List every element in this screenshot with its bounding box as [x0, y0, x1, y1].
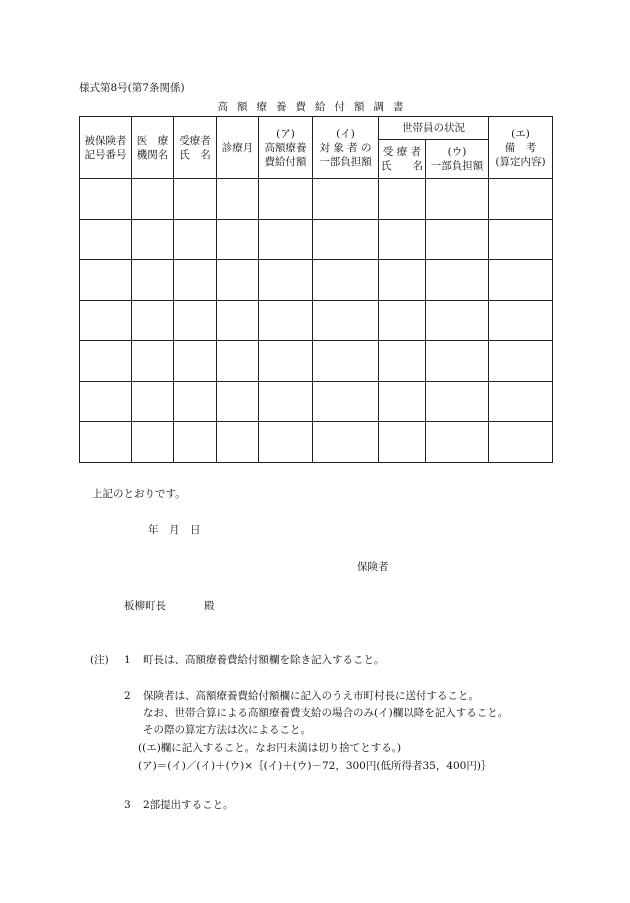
table-cell	[379, 260, 426, 301]
note-text: ((エ)欄に記入すること。なお円未満は切り捨てとする。)	[138, 742, 402, 754]
table-cell	[80, 219, 132, 260]
note-number: 1	[124, 654, 131, 666]
table-cell	[217, 341, 259, 382]
addressee-name: 板柳町長	[124, 600, 166, 612]
table-row	[80, 219, 553, 260]
table-row	[80, 381, 553, 422]
table-cell	[259, 381, 313, 422]
table-cell	[132, 179, 174, 220]
header-patient-name: 受療者 氏 名	[174, 117, 217, 179]
table-cell	[489, 381, 553, 422]
table-cell	[174, 341, 217, 382]
addressee	[124, 598, 215, 613]
table-cell	[379, 300, 426, 341]
table-cell	[259, 179, 313, 220]
table-cell	[259, 219, 313, 260]
header-household-patient-name: 受 療 者 氏 名	[379, 140, 426, 179]
table-cell	[489, 179, 553, 220]
table-cell	[80, 260, 132, 301]
table-cell	[313, 179, 379, 220]
table-cell	[426, 381, 489, 422]
table-cell	[379, 422, 426, 463]
table-cell	[132, 300, 174, 341]
honorific: 殿	[204, 600, 215, 612]
table-row	[80, 300, 553, 341]
header-medical-institution: 医 療 機関名	[132, 117, 174, 179]
benefit-table	[79, 116, 553, 463]
table-cell	[379, 219, 426, 260]
table-cell	[80, 381, 132, 422]
note-text: 2部提出すること。	[143, 799, 234, 811]
table-cell	[80, 179, 132, 220]
note-text: その際の算定方法は次によること。	[143, 724, 311, 736]
note-number: 2	[124, 690, 131, 702]
table-row	[80, 422, 553, 463]
table-cell	[426, 422, 489, 463]
table-cell	[313, 219, 379, 260]
table-cell	[426, 260, 489, 301]
note-text: なお、世帯合算による高額療養費支給の場合のみ(イ)欄以降を記入すること。	[143, 707, 509, 719]
insurer-label: 保険者	[357, 561, 389, 573]
table-cell	[174, 260, 217, 301]
table-cell	[489, 300, 553, 341]
table-cell	[174, 381, 217, 422]
table-cell	[132, 381, 174, 422]
table-cell	[259, 422, 313, 463]
table-cell	[489, 422, 553, 463]
table-cell	[217, 179, 259, 220]
table-cell	[379, 381, 426, 422]
note-number: 3	[124, 799, 131, 811]
table-cell	[489, 219, 553, 260]
header-household-status: 世帯員の状況	[379, 117, 489, 140]
table-cell	[259, 341, 313, 382]
form-number: 様式第8号(第7条関係)	[79, 82, 185, 94]
table-cell	[259, 300, 313, 341]
table-cell	[313, 300, 379, 341]
table-cell	[489, 260, 553, 301]
table-cell	[132, 341, 174, 382]
table-row	[80, 179, 553, 220]
table-cell	[132, 219, 174, 260]
note-text: 町長は、高額療養費給付額欄を除き記入すること。	[143, 654, 385, 666]
table-cell	[259, 260, 313, 301]
table-row	[80, 260, 553, 301]
notes-label: (注)	[90, 654, 109, 666]
table-cell	[313, 422, 379, 463]
table-cell	[426, 341, 489, 382]
table-cell	[80, 341, 132, 382]
header-household-copay: (ウ) 一部負担額	[426, 140, 489, 179]
table-cell	[217, 422, 259, 463]
table-cell	[489, 341, 553, 382]
table-cell	[426, 219, 489, 260]
formula: (ア)＝(イ)／(イ)＋(ウ)×｛(イ)＋(ウ)－72，300円(低所得者35，400円)｝	[138, 760, 492, 772]
header-remarks: (エ) 備 考 (算定内容)	[489, 117, 553, 179]
table-cell	[313, 381, 379, 422]
header-treatment-month: 診療月	[217, 117, 259, 179]
table-cell	[132, 260, 174, 301]
header-benefit-amount: (ア) 高額療養 費給付額	[259, 117, 313, 179]
table-cell	[313, 341, 379, 382]
header-insured-number: 被保険者 記号番号	[80, 117, 132, 179]
table-cell	[174, 300, 217, 341]
table-cell	[217, 219, 259, 260]
date-line: 年 月 日	[148, 524, 201, 536]
note-text: 保険者は、高額療養費給付額欄に記入のうえ市町村長に送付すること。	[143, 690, 479, 702]
table-cell	[217, 300, 259, 341]
table-cell	[174, 179, 217, 220]
table-cell	[313, 260, 379, 301]
table-cell	[132, 422, 174, 463]
table-cell	[426, 300, 489, 341]
table-cell	[217, 381, 259, 422]
table-cell	[426, 179, 489, 220]
table-cell	[174, 219, 217, 260]
table-cell	[217, 260, 259, 301]
statement-text: 上記のとおりです。	[92, 488, 186, 500]
document-title: 高額療養費給付額調書	[217, 101, 413, 113]
header-subject-copay: (イ) 対 象 者 の 一部負担額	[313, 117, 379, 179]
table-cell	[80, 422, 132, 463]
table-cell	[174, 422, 217, 463]
table-row	[80, 341, 553, 382]
table-cell	[379, 341, 426, 382]
table-cell	[379, 179, 426, 220]
table-cell	[80, 300, 132, 341]
